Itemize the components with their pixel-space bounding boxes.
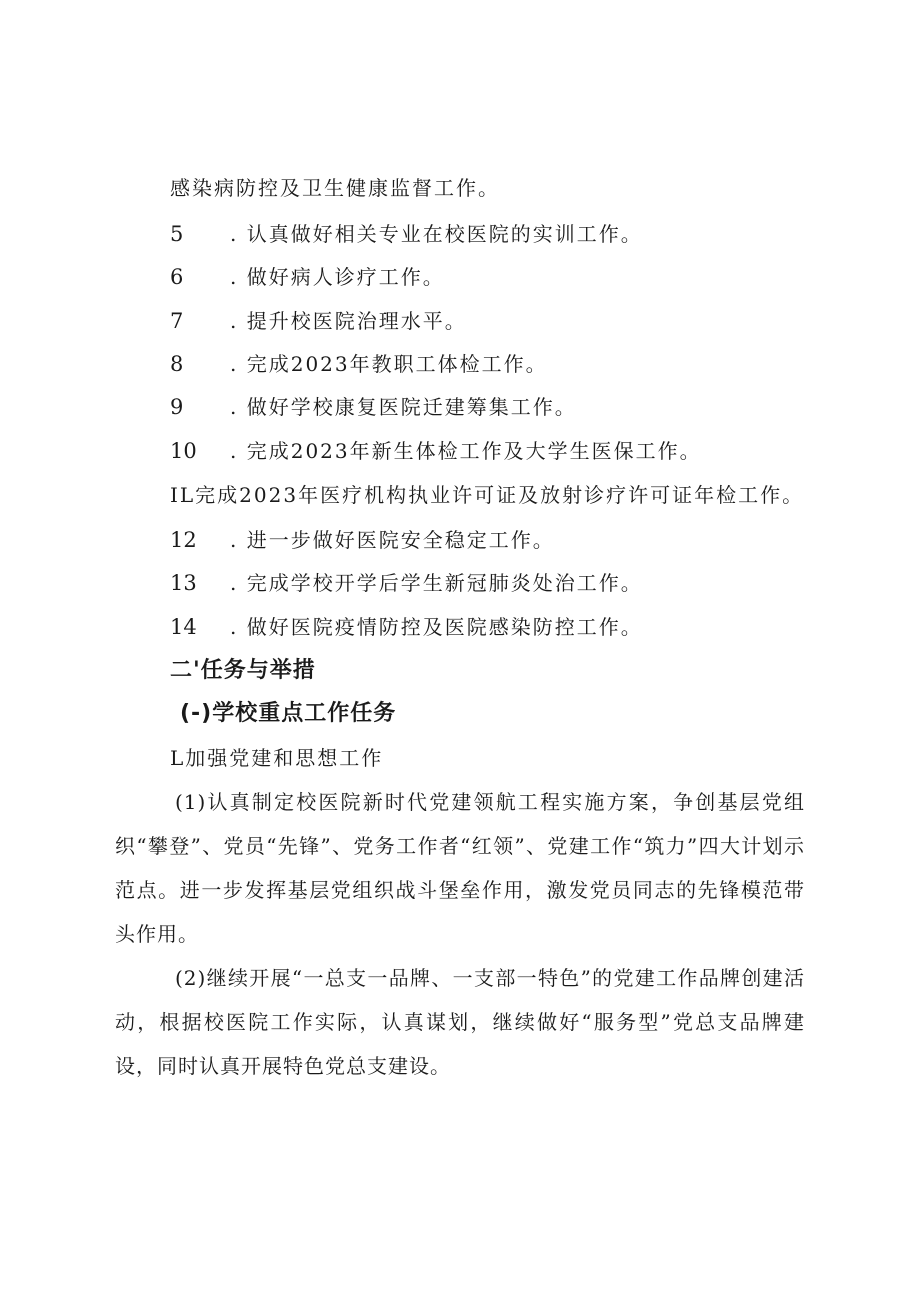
section-heading: 二'任务与举措	[170, 658, 316, 683]
goal-text: . 完成2023年教职工体检工作。	[230, 352, 548, 376]
goal-item	[170, 311, 467, 332]
item-heading: L加强党建和思想工作	[170, 746, 384, 770]
sub-heading: (-)学校重点工作任务	[180, 701, 397, 726]
goal-number: 9	[170, 395, 184, 419]
goal-text: . 做好学校康复医院迁建筹集工作。	[230, 395, 577, 419]
goal-number: 13	[170, 571, 197, 595]
paragraph: (1)认真制定校医院新时代党建领航工程实施方案，争创基层党组织“攀登”、党员“先锋”、党务工作者“红领”、党建工作“筑力”四大计划示范点。进一步发挥基层党组织战斗堡垒作用，激发党员同志的先锋模范带头作用。	[115, 790, 805, 946]
goal-number: 5	[170, 222, 184, 246]
goal-number: 14	[170, 615, 197, 639]
goal-text: . 提升校医院治理水平。	[230, 309, 467, 333]
goal-number: 10	[170, 439, 197, 463]
goal-item	[170, 354, 548, 375]
goal-number: 12	[170, 528, 197, 552]
goal-text: . 认真做好相关专业在校医院的实训工作。	[230, 222, 643, 246]
goal-item	[170, 617, 643, 638]
goal-text: . 做好医院疫情防控及医院感染防控工作。	[230, 615, 643, 639]
intro-line: 感染病防控及卫生健康监督工作。	[170, 176, 500, 200]
goal-item	[170, 485, 804, 505]
goal-number: 8	[170, 352, 184, 376]
paragraph: (2)继续开展“一总支一品牌、一支部一特色”的党建工作品牌创建活动，根据校医院工作实际，认真谋划，继续做好“服务型”党总支品牌建设，同时认真开展特色党总支建设。	[115, 966, 805, 1078]
goal-item	[170, 573, 643, 594]
goal-item	[170, 224, 643, 245]
goal-item	[170, 530, 555, 551]
goal-item	[170, 267, 445, 288]
goal-text: . 完成学校开学后学生新冠肺炎处治工作。	[230, 571, 643, 595]
goal-item	[170, 397, 577, 418]
goal-item	[170, 441, 702, 462]
goal-number: 6	[170, 265, 184, 289]
goal-text: . 做好病人诊疗工作。	[230, 265, 445, 289]
goal-text: IL完成2023年医疗机构执业许可证及放射诊疗许可证年检工作。	[170, 483, 805, 507]
goal-number: 7	[170, 309, 184, 333]
goal-text: . 完成2023年新生体检工作及大学生医保工作。	[230, 439, 702, 463]
goal-text: . 进一步做好医院安全稳定工作。	[230, 528, 555, 552]
